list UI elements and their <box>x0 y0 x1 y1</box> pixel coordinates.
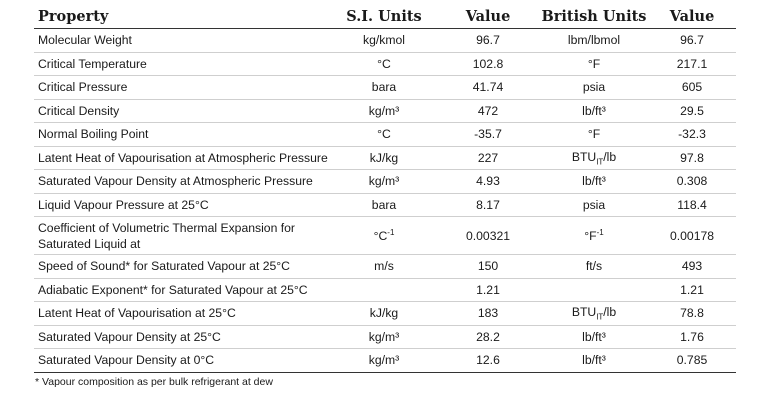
british-value: 0.785 <box>648 349 736 373</box>
british-unit: $^\circ F^{-1}$ <box>540 217 648 255</box>
british-value: 605 <box>648 76 736 100</box>
si-unit: kg/m³ <box>332 170 436 194</box>
table-row <box>34 29 736 53</box>
table-row <box>34 52 736 76</box>
si-unit: bara <box>332 76 436 100</box>
property-name: Normal Boiling Point <box>34 123 332 147</box>
si-unit: kg/m³ <box>332 349 436 373</box>
table-row <box>34 76 736 100</box>
property-name: Critical Pressure <box>34 76 332 100</box>
property-name: Liquid Vapour Pressure at 25°C <box>34 193 332 217</box>
property-name: Latent Heat of Vapourisation at 25°C <box>34 302 332 326</box>
si-value: 4.93 <box>436 170 540 194</box>
si-value: 1.21 <box>436 278 540 302</box>
header-british-value: Value <box>669 7 715 25</box>
table-row <box>34 170 736 194</box>
si-unit: kg/kmol <box>332 29 436 53</box>
si-value: 102.8 <box>436 52 540 76</box>
property-name: Critical Temperature <box>34 52 332 76</box>
british-value: 78.8 <box>648 302 736 326</box>
si-unit: $^\circ C^{-1}$ <box>332 217 436 255</box>
si-value: 227 <box>436 146 540 170</box>
british-unit: lb/ft³ <box>540 349 648 373</box>
property-name: Critical Density <box>34 99 332 123</box>
british-unit: °F <box>540 52 648 76</box>
si-value: 41.74 <box>436 76 540 100</box>
table-row <box>34 255 736 279</box>
british-value: 1.76 <box>648 325 736 349</box>
si-value: -35.7 <box>436 123 540 147</box>
british-unit: psia <box>540 76 648 100</box>
property-name: Saturated Vapour Density at 0°C <box>34 349 332 373</box>
si-unit: kg/m³ <box>332 99 436 123</box>
british-unit: ft/s <box>540 255 648 279</box>
header-british-units: British Units <box>541 7 647 25</box>
si-unit: °C <box>332 123 436 147</box>
si-unit: kJ/kg <box>332 146 436 170</box>
british-unit: lb/ft³ <box>540 99 648 123</box>
british-unit: °F <box>540 123 648 147</box>
property-name: Latent Heat of Vapourisation at Atmospheric Pressure <box>34 146 332 170</box>
british-unit: $BTU_{IT}/lb$ <box>540 302 648 326</box>
british-unit: psia <box>540 193 648 217</box>
si-value: 8.17 <box>436 193 540 217</box>
british-value: 0.308 <box>648 170 736 194</box>
si-unit: kg/m³ <box>332 325 436 349</box>
british-value: 97.8 <box>648 146 736 170</box>
property-name: Molecular Weight <box>34 29 332 53</box>
header-si-units: S.I. Units <box>346 7 422 25</box>
property-name: Saturated Vapour Density at Atmospheric Pressure <box>34 170 332 194</box>
table-row <box>34 146 736 170</box>
si-value: 150 <box>436 255 540 279</box>
british-value: -32.3 <box>648 123 736 147</box>
si-unit <box>332 278 436 302</box>
si-value: 472 <box>436 99 540 123</box>
table-row <box>34 99 736 123</box>
british-unit <box>540 278 648 302</box>
table-row <box>34 123 736 147</box>
header-property: Property <box>38 7 109 25</box>
property-name: Adiabatic Exponent* for Saturated Vapour at 25°C <box>34 278 332 302</box>
si-value: 0.00321 <box>436 217 540 255</box>
si-unit: bara <box>332 193 436 217</box>
british-value: 1.21 <box>648 278 736 302</box>
british-value: 29.5 <box>648 99 736 123</box>
property-name: Saturated Vapour Density at 25°C <box>34 325 332 349</box>
si-value: 96.7 <box>436 29 540 53</box>
british-unit: lbm/lbmol <box>540 29 648 53</box>
table-row <box>34 193 736 217</box>
header-si-value: Value <box>465 7 511 25</box>
footnote: * Vapour composition as per bulk refrigerant at dew <box>35 376 273 388</box>
property-name: Coefficient of Volumetric Thermal Expansion for Saturated Liquid at <box>34 217 332 255</box>
british-unit: lb/ft³ <box>540 325 648 349</box>
si-value: 12.6 <box>436 349 540 373</box>
si-unit: °C <box>332 52 436 76</box>
british-value: 0.00178 <box>648 217 736 255</box>
british-unit: lb/ft³ <box>540 170 648 194</box>
table-row <box>34 278 736 302</box>
si-unit: m/s <box>332 255 436 279</box>
si-unit: kJ/kg <box>332 302 436 326</box>
british-value: 96.7 <box>648 29 736 53</box>
table-row <box>34 325 736 349</box>
si-value: 183 <box>436 302 540 326</box>
table-row <box>34 217 736 255</box>
property-name: Speed of Sound* for Saturated Vapour at 25°C <box>34 255 332 279</box>
british-value: 118.4 <box>648 193 736 217</box>
si-value: 28.2 <box>436 325 540 349</box>
table-header-row <box>34 4 736 29</box>
table-row <box>34 349 736 373</box>
british-value: 217.1 <box>648 52 736 76</box>
properties-table <box>34 4 736 373</box>
british-value: 493 <box>648 255 736 279</box>
table-row <box>34 302 736 326</box>
british-unit: $BTU_{IT}/lb$ <box>540 146 648 170</box>
